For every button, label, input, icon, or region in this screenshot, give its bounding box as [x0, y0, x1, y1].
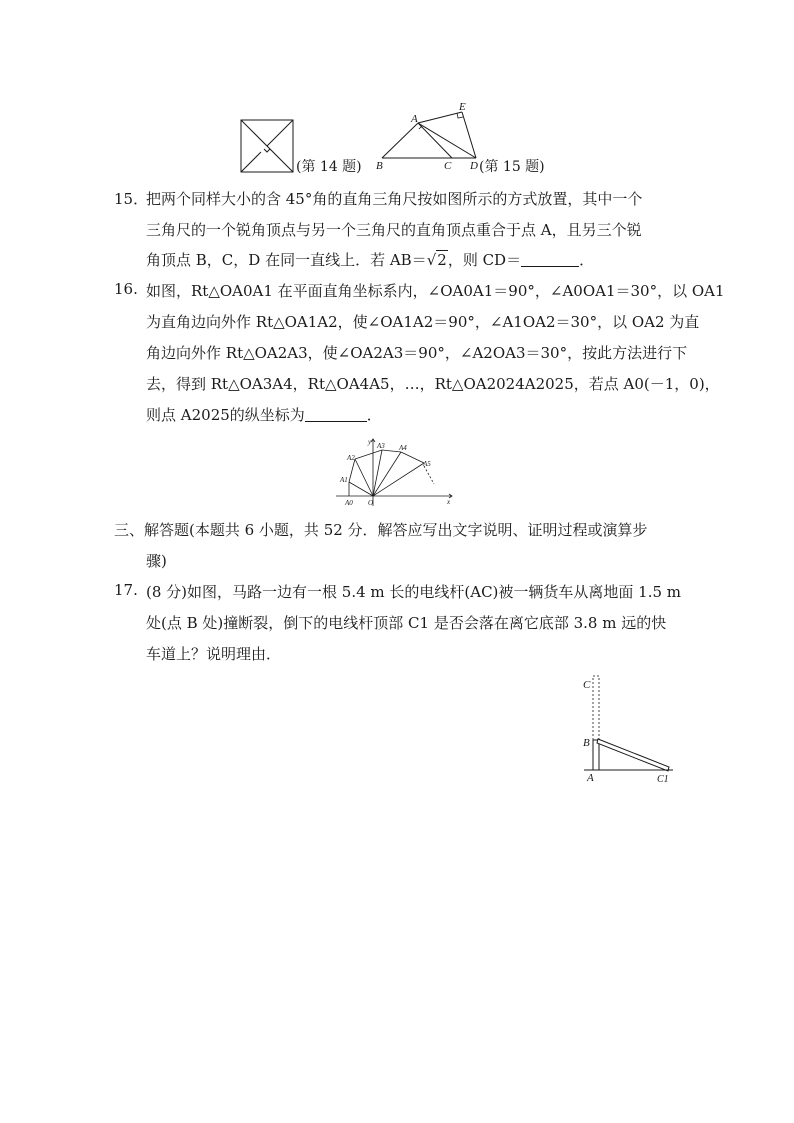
- figure-16: [332, 436, 456, 508]
- fig16-label-a3: A3: [377, 442, 385, 450]
- q17-line-3: 车道上？说明理由．: [146, 645, 282, 663]
- q16-line-4: 去，得到 Rt△OA3A4，Rt△OA4A5，…，Rt△OA2024A2025，若点 A0(－1，0)，: [146, 375, 720, 393]
- fig17-label-a: A: [587, 772, 594, 784]
- fig16-label-a2: A2: [347, 454, 355, 462]
- fig15-label-d: D: [470, 160, 478, 172]
- fig16-label-x: x: [447, 498, 451, 506]
- q16-line-5-end: ．: [366, 406, 382, 424]
- q16-line-5: [146, 404, 382, 425]
- q15-line-3-text: 角顶点 B，C，D 在同一直线上．若 AB＝: [146, 251, 427, 269]
- q15-answer-blank[interactable]: [521, 252, 579, 267]
- figure-15-caption: (第 15 题): [479, 159, 545, 175]
- q16-line-5-text: 则点 A2025的纵坐标为: [146, 406, 305, 424]
- q16-line-1: 如图，Rt△OA0A1 在平面直角坐标系内，∠OA0A1＝90°，∠A0OA1＝30°，以 OA1: [146, 282, 725, 300]
- q16-number: 16.: [114, 280, 138, 298]
- figure-17: [578, 670, 678, 790]
- fig16-label-a0: A0: [345, 499, 353, 507]
- fig17-label-c: C: [583, 679, 591, 691]
- fig17-label-c1: C1: [657, 774, 669, 785]
- fig15-label-a: A: [411, 113, 418, 125]
- fig16-label-a5: A5: [423, 460, 431, 468]
- section-3-heading: 三、解答题(本题共 6 小题，共 52 分．解答应写出文字说明、证明过程或演算步: [114, 521, 648, 539]
- fig15-label-b: B: [376, 160, 383, 172]
- fig15-label-c: C: [444, 160, 452, 172]
- figure-14-caption: (第 14 题): [296, 159, 362, 175]
- fig16-label-y: y: [368, 438, 372, 446]
- q15-line-1: 把两个同样大小的含 45°角的直角三角尺按如图所示的方式放置，其中一个: [146, 190, 643, 208]
- fig16-label-a1: A1: [340, 476, 348, 484]
- q15-line-3-end: ．: [579, 251, 595, 269]
- figure-14: [238, 118, 298, 174]
- section-3-heading-cont: 骤): [146, 552, 167, 570]
- fig17-label-b: B: [583, 737, 590, 749]
- q15-line-3-text-b: ，则 CD＝: [447, 251, 522, 269]
- q16-line-2: 为直角边向外作 Rt△OA1A2，使∠OA1A2＝90°，∠A1OA2＝30°，以 OA2 为直: [146, 313, 700, 331]
- q15-number: 15．: [114, 190, 149, 208]
- q17-line-1: (8 分)如图，马路一边有一根 5.4 m 长的电线杆(AC)被一辆货车从离地面 1.5 m: [146, 583, 682, 601]
- sqrt-symbol: √2: [426, 251, 447, 269]
- q17-number: 17.: [114, 581, 138, 599]
- q15-line-3: [146, 249, 594, 270]
- q16-line-3: 角边向外作 Rt△OA2A3，使∠OA2A3＝90°，∠A2OA3＝30°，按此方法进行下: [146, 344, 688, 362]
- fig16-label-o: O: [368, 499, 374, 507]
- q16-answer-blank[interactable]: [305, 407, 367, 422]
- q15-sqrt-value: 2: [437, 251, 447, 269]
- q17-line-2: 处(点 B 处)撞断裂，倒下的电线杆顶部 C1 是否会落在离它底部 3.8 m 远的快: [146, 614, 667, 632]
- q15-line-2: 三角尺的一个锐角顶点与另一个三角尺的直角顶点重合于点 A，且另三个锐: [146, 221, 642, 239]
- fig16-label-a4: A4: [399, 444, 407, 452]
- fig15-label-e: E: [459, 101, 466, 113]
- figure-15: [372, 98, 484, 172]
